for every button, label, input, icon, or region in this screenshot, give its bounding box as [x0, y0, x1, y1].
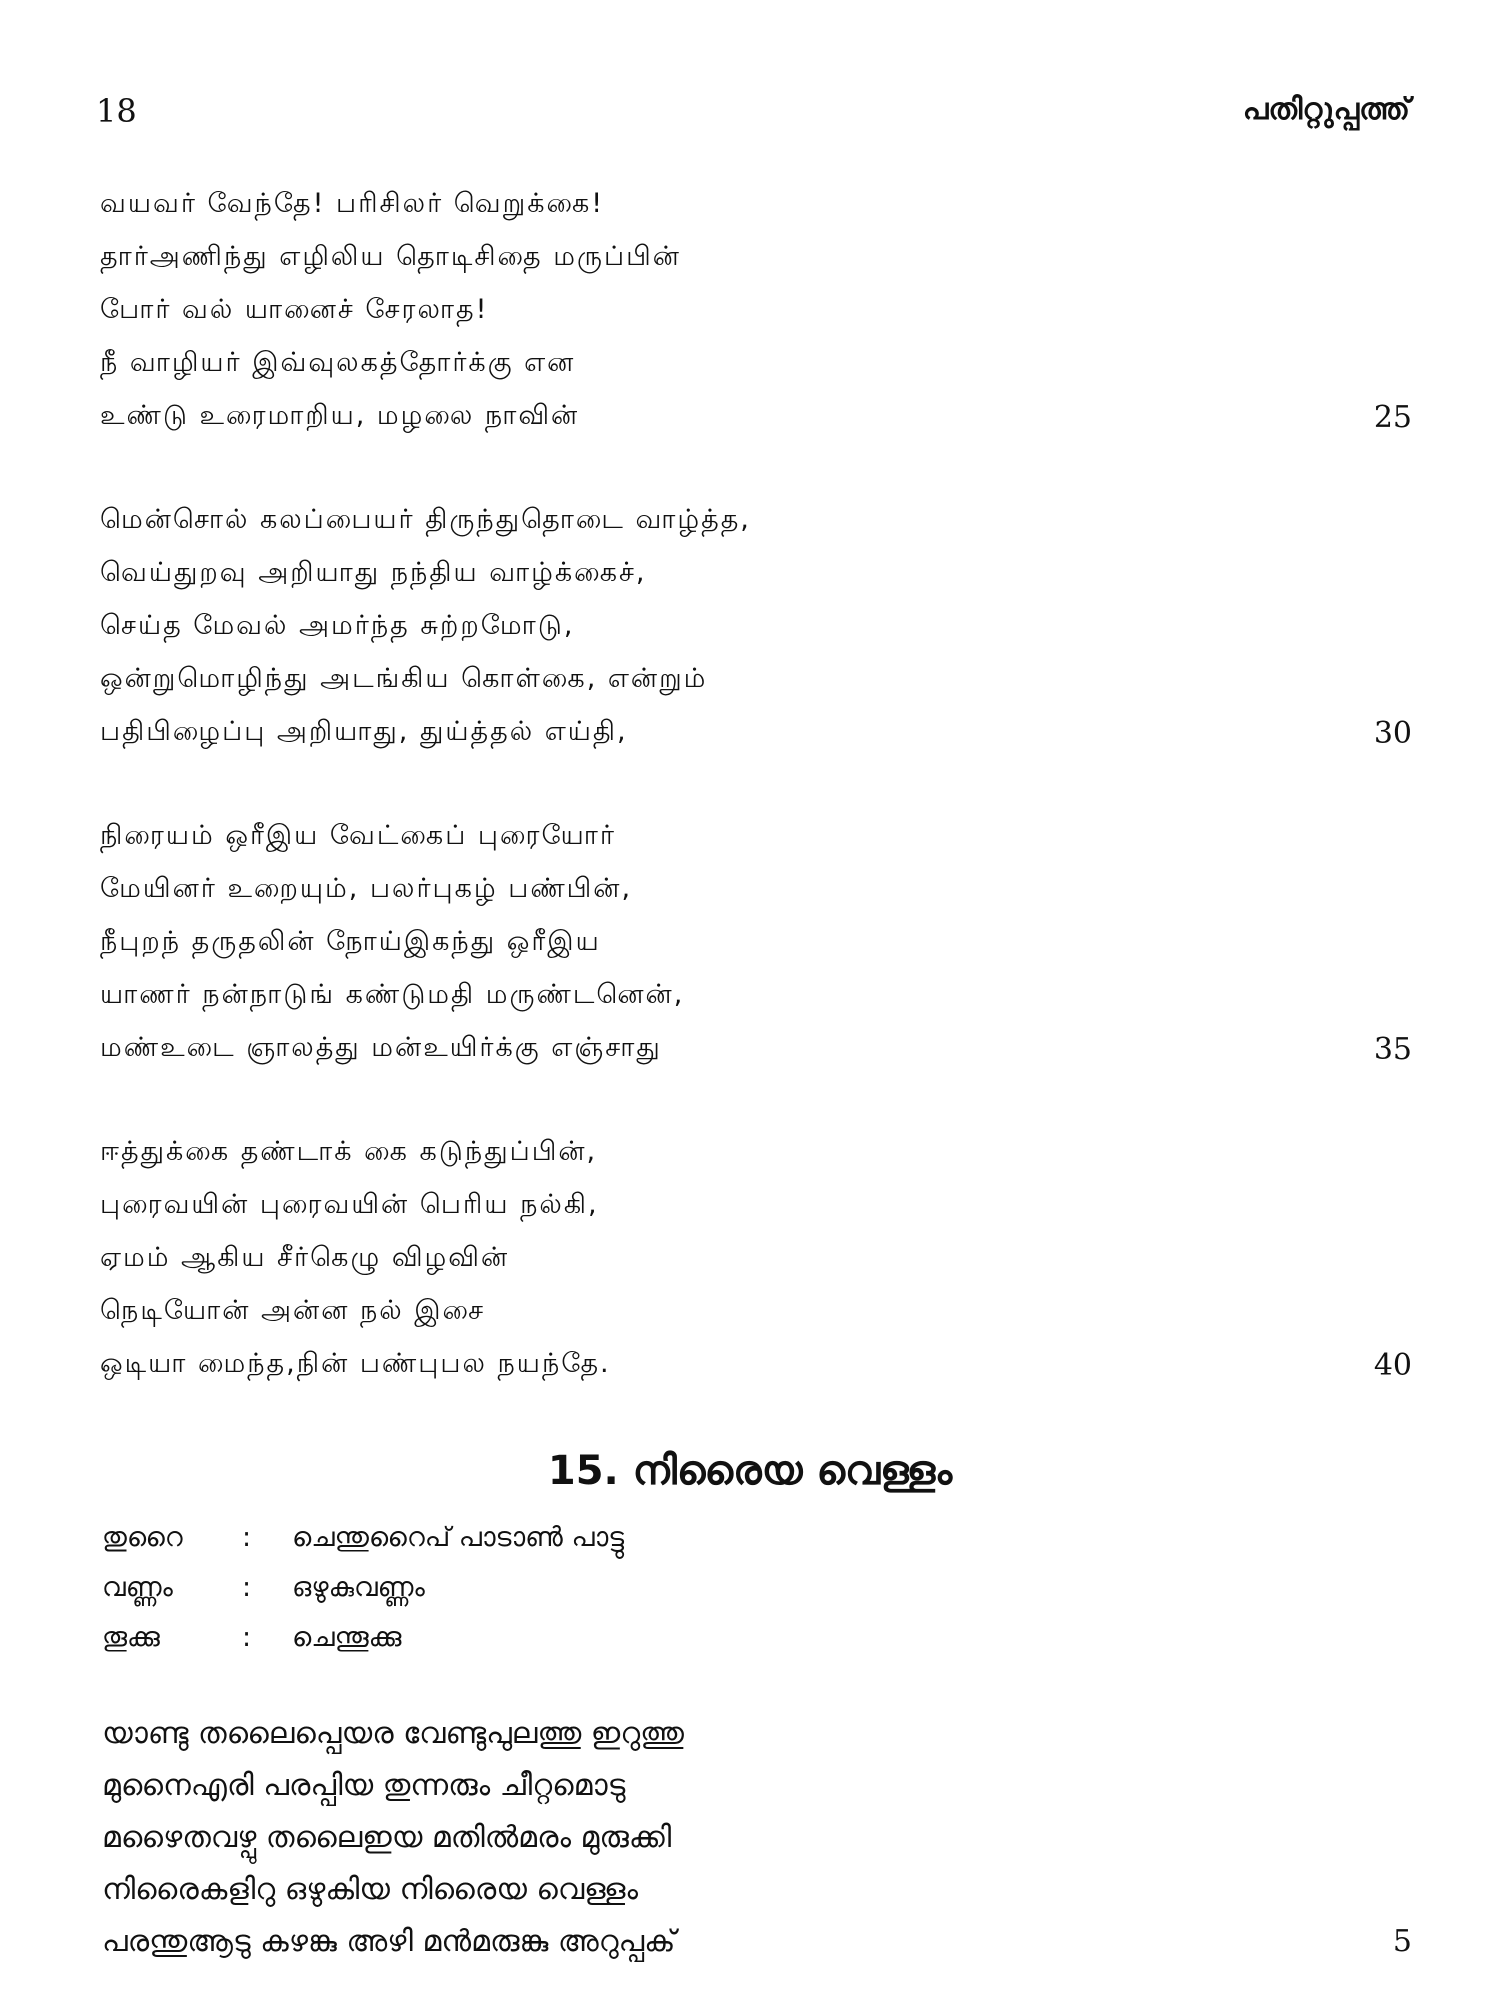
verse-text: நீபுறந் தருதலின் நோய்இகந்து ஒரீஇய — [100, 926, 601, 957]
verse-line — [100, 294, 1412, 346]
verse-text: உண்டு உரைமாறிய, மழலை நாவின் — [100, 400, 580, 431]
verse-line — [100, 347, 1412, 399]
verse-line — [100, 926, 1412, 978]
verse-text: மண்உடை ஞாலத்து மன்உயிர்க்கு எஞ்சாது — [100, 1032, 662, 1063]
verse-line — [100, 873, 1412, 925]
verse-line — [100, 504, 1412, 556]
line-number: 35 — [1373, 1032, 1412, 1067]
meta-value: ചെന്തുറൈപ് പാടാൺ പാട്ടു — [292, 1522, 625, 1553]
verse-line — [100, 979, 1412, 1031]
verse-line — [100, 400, 1412, 452]
page-header — [96, 92, 1410, 142]
poem-line — [102, 1716, 1412, 1768]
poem-line — [102, 1820, 1412, 1872]
line-number: 40 — [1373, 1348, 1412, 1383]
verse-line — [100, 1295, 1412, 1347]
verse-text: നിരൈകളിറു ഒഴുകിയ നിരൈയ വെള്ളം — [102, 1872, 639, 1907]
verse-line — [100, 663, 1412, 715]
meta-colon: : — [242, 1522, 252, 1553]
meta-colon: : — [242, 1572, 252, 1603]
verse-line — [100, 1242, 1412, 1294]
running-title: പതിറ്റുപ്പത്ത് — [1242, 92, 1410, 127]
verse-text: மேயினர் உறையும், பலர்புகழ் பண்பின், — [100, 873, 633, 904]
verse-text: புரைவயின் புரைவயின் பெரிய நல்கி, — [100, 1189, 599, 1220]
verse-text: போர் வல் யானைச் சேரலாத! — [100, 294, 489, 325]
verse-text: வெய்துறவு அறியாது நந்திய வாழ்க்கைச், — [100, 557, 647, 588]
meta-key: തൂക്കു — [102, 1622, 160, 1653]
verse-text: தார்அணிந்து எழிலிய தொடிசிதை மருப்பின் — [100, 241, 681, 272]
verse-line — [100, 610, 1412, 662]
meta-colon: : — [242, 1622, 252, 1653]
verse-text: பதிபிழைப்பு அறியாது, துய்த்தல் எய்தி, — [100, 716, 628, 747]
verse-text: പരന്തുആടു കഴങ്കു അഴി മൻമരുങ്കു അറുപ്പക് — [102, 1924, 676, 1959]
line-number: 5 — [1392, 1924, 1412, 1959]
meta-key: വണ്ണം — [102, 1572, 173, 1603]
line-number: 30 — [1373, 716, 1412, 751]
section-title: 15. നിരൈയ വെള്ളം — [547, 1448, 953, 1494]
line-number: 25 — [1373, 400, 1412, 435]
verse-text: മുനൈഎരി പരപ്പിയ തുന്നരും ചീറ്റമൊടു — [102, 1768, 626, 1803]
meta-value: ചെന്തൂക്കു — [292, 1622, 402, 1653]
meta-key: തുറൈ — [102, 1522, 183, 1553]
verse-text: മഴൈതവഴ്പു തലൈഇയ മതിൽമരം മുരുക്കി — [102, 1820, 672, 1855]
verse-line — [100, 188, 1412, 240]
verse-text: மென்சொல் கலப்பையர் திருந்துதொடை வாழ்த்த, — [100, 504, 751, 535]
verse-text: செய்த மேவல் அமர்ந்த சுற்றமோடு, — [100, 610, 575, 641]
verse-line — [100, 820, 1412, 872]
verse-line — [100, 1189, 1412, 1241]
verse-line — [100, 1136, 1412, 1188]
verse-line — [100, 716, 1412, 768]
page-number: 18 — [96, 92, 137, 130]
verse-text: ஒன்றுமொழிந்து அடங்கிய கொள்கை, என்றும் — [100, 663, 708, 694]
verse-text: ஒடியா மைந்த,நின் பண்புபல நயந்தே. — [100, 1348, 611, 1379]
verse-text: ஏமம் ஆகிய சீர்கெழு விழவின் — [100, 1242, 510, 1273]
verse-text: யாணர் நன்நாடுங் கண்டுமதி மருண்டனென், — [100, 979, 685, 1010]
verse-text: நிரையம் ஒரீஇய வேட்கைப் புரையோர் — [100, 820, 616, 851]
verse-text: ஈத்துக்கை தண்டாக் கை கடுந்துப்பின், — [100, 1136, 598, 1167]
verse-line — [100, 241, 1412, 293]
verse-text: യാണ്ടു തലൈപ്പെയര വേണ്ടുപുലത്തു ഇറുത്തു — [102, 1716, 684, 1751]
poem-line — [102, 1924, 1412, 1976]
verse-line — [100, 557, 1412, 609]
poem-line — [102, 1768, 1412, 1820]
verse-line — [100, 1348, 1412, 1400]
verse-text: வயவர் வேந்தே! பரிசிலர் வெறுக்கை! — [100, 188, 605, 219]
verse-text: நெடியோன் அன்ன நல் இசை — [100, 1295, 486, 1326]
meta-value: ഒഴുകുവണ്ണം — [292, 1572, 425, 1603]
poem-line — [102, 1872, 1412, 1924]
verse-text: நீ வாழியர் இவ்வுலகத்தோர்க்கு என — [100, 347, 576, 378]
verse-line — [100, 1032, 1412, 1084]
